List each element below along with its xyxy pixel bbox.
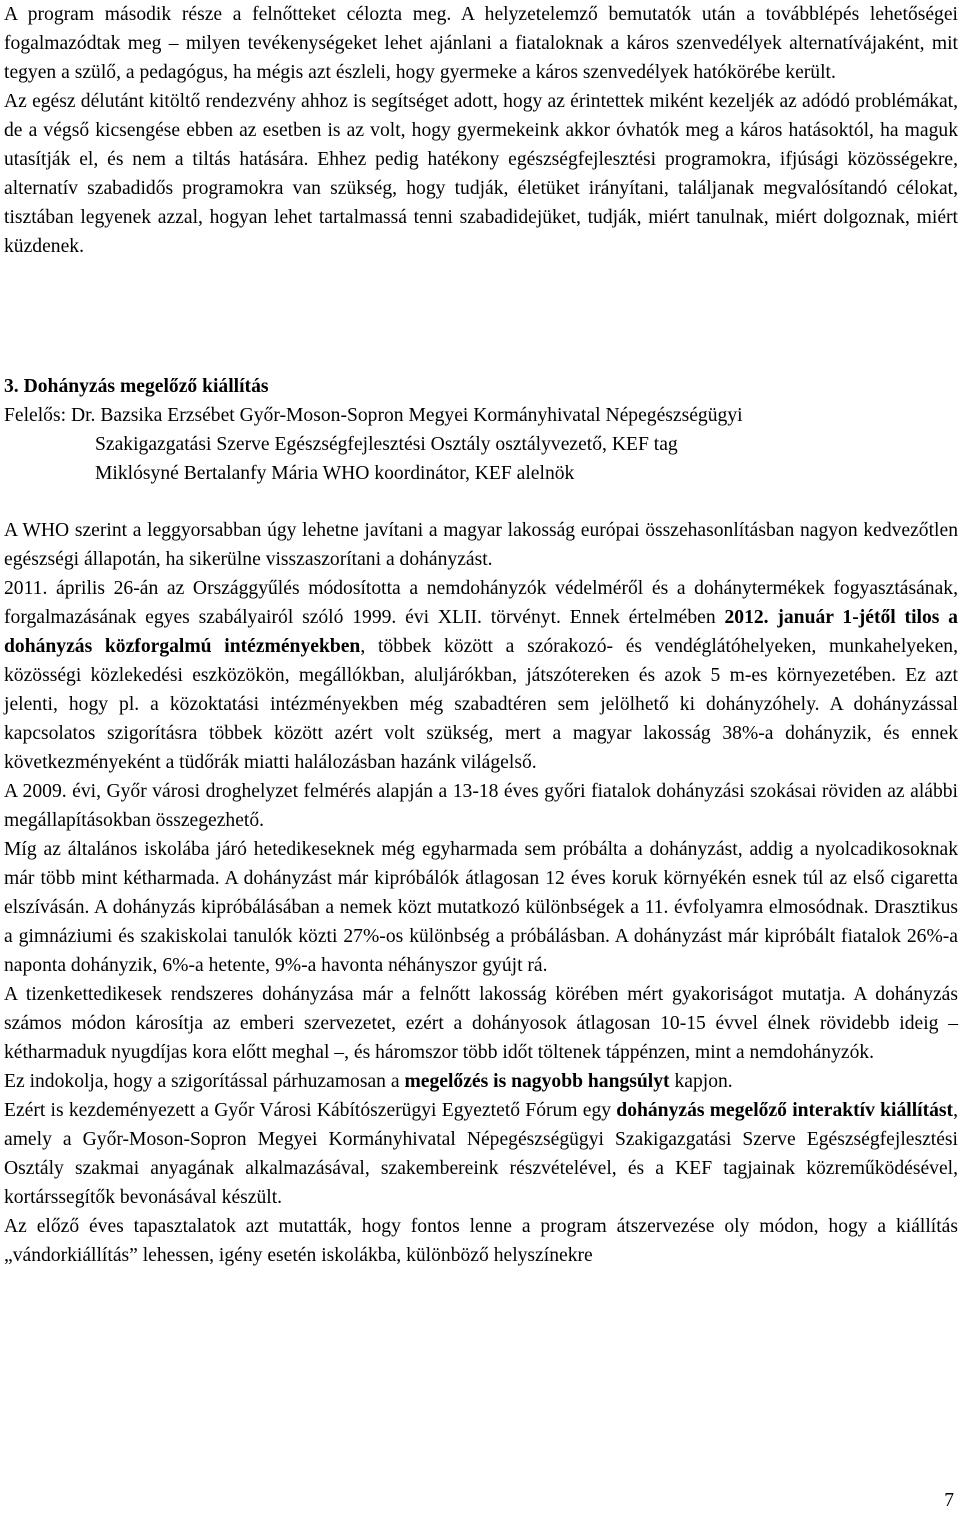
page-number: 7 [944, 1490, 954, 1511]
paragraph: Ez indokolja, hogy a szigorítással párhuzamosan a megelőzés is nagyobb hangsúlyt kapjon. [4, 1071, 733, 1092]
paragraph: Ezért is kezdeményezett a Győr Városi Kábítószerügyi Egyeztető Fórum egy dohányzás megelőző interaktív kiállítást, amely a Győr-Moson-Sopron Megyei Kormányhivatal Népegészségügyi Szakigazgatási Szerve Egészségfejlesztési Osztály szakmai anyagának alkalmazásával, szakembereink részvételével, és a KEF tagjainak közreműködésével, kortárssegítők bevonásával készült. [4, 1100, 958, 1208]
section-2-text [4, 0, 958, 261]
paragraph: Míg az általános iskolába járó hetedikeseknek még egyharmada sem próbálta a dohányzást, addig a nyolcadikosoknak már több mint kétharmada. A dohányzást már kipróbálók átlagosan 12 éves koruk környékén esnek túl az első cigaretta elszívásán. A dohányzás kipróbálásában a nemek közt mutatkozó különbségek a 11. évfolyamra elmosódnak. Drasztikus a gimnáziumi és szakiskolai tanulók közti 27%-os különbség a próbálásban. A dohányzást már kipróbált fiatalok 26%-a naponta dohányzik, 6%-a hetente, 9%-a havonta néhányszor gyújt rá. [4, 839, 958, 976]
paragraph: Az előző éves tapasztalatok azt mutatták, hogy fontos lenne a program átszervezése oly módon, hogy a kiállítás „vándorkiállítás” lehessen, igény esetén iskolákba, különböző helyszínekre [4, 1216, 958, 1266]
paragraph: A WHO szerint a leggyorsabban úgy lehetne javítani a magyar lakosság európai összehasonlításban nagyon kedvezőtlen egészségi állapotán, ha sikerülne visszaszorítani a dohányzást. [4, 520, 958, 570]
responsible-label: Felelős: [4, 405, 67, 426]
paragraph: A tizenkettedikesek rendszeres dohányzása már a felnőtt lakosság körében mért gyakoriságot mutatja. A dohányzás számos módon károsítja az emberi szervezetet, ezért a dohányosok átlagosan 10-15 évvel élnek rövidebb ideig – kétharmaduk nyugdíjas kora előtt meghal –, és háromszor több időt töltenek táppénzen, mint a nemdohányzók. [4, 984, 958, 1063]
responsible-block [4, 401, 958, 488]
section-heading: 3. Dohányzás megelőző kiállítás [4, 376, 269, 397]
paragraph: 2011. április 26-án az Országgyűlés módosította a nemdohányzók védelméről és a dohánytermékek fogyasztásának, forgalmazásának egyes szabályairól szóló 1999. évi XLII. törvényt. Ennek értelmében 2012. január 1-jétől tilos a dohányzás közforgalmú intézményekben, többek között a szórakozó- és vendéglátóhelyeken, munkahelyeken, közösségi közlekedési eszközökön, megállókban, aluljárókban, játszótereken és azok 5 m-es környezetében. Ez azt jelenti, hogy pl. a közoktatási intézményekben még szabadtéren sem jelölhető ki dohányzóhely. A dohányzással kapcsolatos szigorításra többek között azért volt szükség, mert a magyar lakosság 38%-a dohányzik, és ennek következményeként a tüdőrák miatti halálozásban hazánk világelső. [4, 578, 958, 773]
bold-text: megelőzés is nagyobb hangsúlyt [404, 1071, 670, 1092]
responsible-person-1-cont: Szakigazgatási Szerve Egészségfejlesztési Osztály osztályvezető, KEF tag [95, 434, 678, 455]
paragraph: A program második része a felnőtteket célozta meg. A helyzetelemző bemutatók után a továbblépés lehetőségei fogalmazódtak meg – milyen tevékenységeket lehet ajánlani a fiataloknak a káros szenvedélyek alternatívájaként, mit tegyen a szülő, a pedagógus, ha mégis azt észleli, hogy gyermeke a káros szenvedélyek hatókörébe került. [4, 4, 958, 83]
section-3-text [4, 516, 958, 1270]
responsible-person-1: Dr. Bazsika Erzsébet Győr-Moson-Sopron Megyei Kormányhivatal Népegészségügyi [70, 405, 743, 426]
responsible-person-2: Miklósyné Bertalanfy Mária WHO koordinátor, KEF alelnök [95, 463, 575, 484]
paragraph: Az egész délutánt kitöltő rendezvény ahhoz is segítséget adott, hogy az érintettek miként kezeljék az adódó problémákat, de a végső kicsengése ebben az esetben is az volt, hogy gyermekeink akkor óvhatók meg a káros hatásoktól, ha maguk utasítják el, és nem a tiltás hatására. Ehhez pedig hatékony egészségfejlesztési programokra, ifjúsági közösségekre, alternatív szabadidős programokra van szükség, hogy tudják, életüket irányítani, találjanak megvalósítandó célokat, tisztában legyenek azzal, hogyan lehet tartalmassá tenni szabadidejüket, tudják, miért tanulnak, miért dolgoznak, miért küzdenek. [4, 91, 958, 257]
bold-text: 2012. január 1-jétől tilos a dohányzás közforgalmú intézményekben [4, 607, 958, 657]
paragraph: A 2009. évi, Győr városi droghelyzet felmérés alapján a 13-18 éves győri fiatalok dohányzási szokásai röviden az alábbi megállapításokban összegezhető. [4, 781, 958, 831]
bold-text: dohányzás megelőző interaktív kiállítást [616, 1100, 954, 1121]
